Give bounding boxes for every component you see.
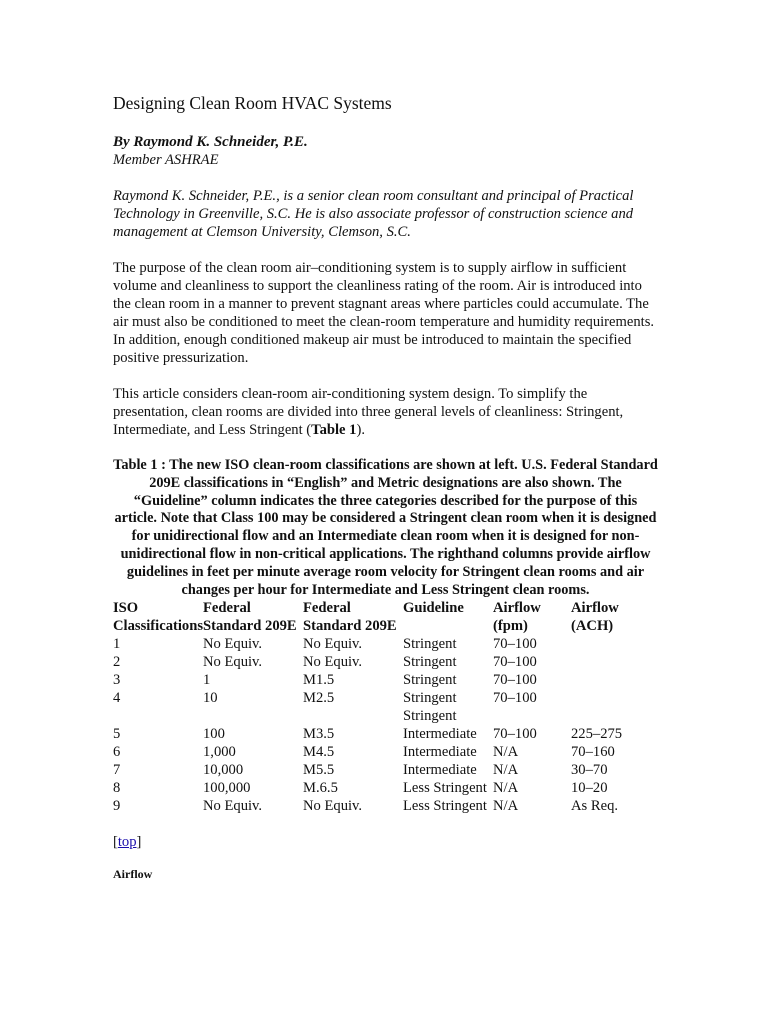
header-iso: ISO Classifications: [113, 600, 203, 635]
cell-guideline: Intermediate: [403, 744, 477, 761]
table-header-row: [113, 599, 658, 635]
cell-empty: [571, 707, 658, 725]
header-federal-metric: Federal Standard 209E: [303, 600, 397, 635]
cell-airflow-fpm: 70–100: [493, 636, 537, 653]
cell-federal-english: 10: [203, 690, 218, 707]
cell-guideline: Intermediate: [403, 726, 477, 743]
cell-empty: [303, 707, 403, 725]
top-nav: [113, 833, 658, 851]
cell-federal-english: No Equiv.: [203, 636, 263, 653]
table-row: [113, 797, 658, 815]
cell-iso: 4: [113, 690, 121, 707]
header-airflow-fpm: Airflow (fpm): [493, 600, 541, 635]
author-affiliation: Member ASHRAE: [113, 152, 219, 168]
cell-federal-english: 1: [203, 672, 211, 689]
cell-federal-metric: M3.5: [303, 726, 335, 743]
cell-federal-metric: M4.5: [303, 744, 335, 761]
cell-guideline: Stringent: [403, 636, 457, 653]
cell-airflow-fpm: 70–100: [493, 726, 537, 743]
close-bracket: ]: [136, 834, 142, 851]
cell-airflow-fpm: 70–100: [493, 654, 537, 671]
table-row: [113, 743, 658, 761]
cell-federal-metric: M1.5: [303, 672, 335, 689]
table-row: [113, 761, 658, 779]
cell-iso: 6: [113, 744, 121, 761]
cell-iso: 8: [113, 780, 121, 797]
cell-guideline: Intermediate: [403, 762, 477, 779]
table-row: [113, 635, 658, 653]
cell-guideline: Stringent: [403, 654, 457, 671]
cell-iso: 5: [113, 726, 121, 743]
table-row: [113, 671, 658, 689]
open-bracket: [: [113, 834, 118, 851]
cell-airflow-ach: 70–160: [571, 744, 615, 761]
cell-airflow-ach: 10–20: [571, 780, 608, 797]
cell-airflow-ach: 225–275: [571, 726, 623, 743]
table-reference: Table 1: [311, 422, 357, 438]
cell-guideline: Less Stringent: [403, 780, 487, 797]
cell-empty: [203, 707, 303, 725]
cell-iso: 9: [113, 798, 121, 815]
cell-guideline: Stringent: [403, 672, 457, 689]
cell-guideline-extra: Stringent: [403, 708, 457, 725]
iso-classification-table: [113, 599, 658, 815]
cell-guideline: Stringent: [403, 690, 457, 707]
table-row: [113, 653, 658, 671]
cell-airflow-ach: [571, 653, 658, 671]
scope-text-end: ).: [356, 422, 365, 438]
cell-federal-metric: M5.5: [303, 762, 335, 779]
header-airflow-ach: Airflow (ACH): [571, 600, 619, 635]
table-caption: Table 1 : The new ISO clean-room classifications are shown at left. U.S. Federal Standard 209E classifications in “English” and Metric designations are also shown. The “Guideline” column indicates the three categories described for the purpose of this article. Note that Class 100 may be considered a Stringent clean room when it is designed for unidirectional flow and an Intermediate clean room when it is designed for non-unidirectional flow in non-critical applications. The righthand columns provide airflow guidelines in feet per minute average room velocity for Stringent clean rooms and air changes per hour for Intermediate and Less Stringent clean rooms.: [113, 457, 658, 598]
cell-federal-english: 100,000: [203, 780, 251, 797]
cell-iso: 1: [113, 636, 121, 653]
cell-federal-metric: M2.5: [303, 690, 335, 707]
cell-airflow-fpm: N/A: [493, 762, 519, 779]
cell-airflow-fpm: N/A: [493, 744, 519, 761]
cell-iso: 3: [113, 672, 121, 689]
cell-federal-metric: No Equiv.: [303, 654, 363, 671]
cell-airflow-fpm: N/A: [493, 780, 519, 797]
article: [113, 92, 658, 883]
cell-iso: 2: [113, 654, 121, 671]
cell-airflow-ach: [571, 635, 658, 653]
cell-federal-english: 100: [203, 726, 225, 743]
cell-federal-metric: M.6.5: [303, 780, 338, 797]
cell-federal-english: 10,000: [203, 762, 244, 779]
cell-airflow-ach: 30–70: [571, 762, 608, 779]
cell-airflow-ach: As Req.: [571, 798, 619, 815]
cell-guideline: Less Stringent: [403, 798, 487, 815]
article-title: Designing Clean Room HVAC Systems: [113, 93, 392, 113]
author-byline: By Raymond K. Schneider, P.E.: [113, 134, 308, 150]
header-guideline: Guideline: [403, 600, 464, 617]
table-row: [113, 725, 658, 743]
table-body: [113, 635, 658, 815]
scope-paragraph: [113, 385, 658, 439]
cell-airflow-ach: [571, 671, 658, 689]
cell-federal-metric: No Equiv.: [303, 798, 363, 815]
scope-text: This article considers clean-room air-conditioning system design. To simplify the presentation, clean rooms are divided into three general levels of cleanliness: Stringent, Intermediate, and Less Stringent (: [113, 386, 624, 438]
cell-empty: [493, 707, 571, 725]
table-row: [113, 689, 658, 707]
section-heading-airflow: Airflow: [113, 867, 153, 882]
cell-empty: [113, 707, 203, 725]
table-row: [113, 779, 658, 797]
cell-airflow-fpm: N/A: [493, 798, 519, 815]
cell-airflow-ach: [571, 689, 658, 707]
author-bio: Raymond K. Schneider, P.E., is a senior clean room consultant and principal of Practical Technology in Greenville, S.C. He is also associate professor of construction science and management at Clemson University, Clemson, S.C.: [113, 188, 634, 240]
header-federal-english: Federal Standard 209E: [203, 600, 297, 635]
cell-federal-english: No Equiv.: [203, 654, 263, 671]
cell-federal-metric: No Equiv.: [303, 636, 363, 653]
cell-airflow-fpm: 70–100: [493, 690, 537, 707]
intro-paragraph: The purpose of the clean room air–conditioning system is to supply airflow in sufficient volume and cleanliness to support the cleanliness rating of the room. Air is introduced into the clean room in a manner to prevent stagnant areas where particles could accumulate. The air must also be conditioned to meet the clean-room temperature and humidity requirements. In addition, enough conditioned makeup air must be introduced to maintain the specified positive pressurization.: [113, 260, 655, 366]
top-link[interactable]: top: [117, 834, 137, 851]
cell-iso: 7: [113, 762, 121, 779]
cell-airflow-fpm: 70–100: [493, 672, 537, 689]
cell-federal-english: No Equiv.: [203, 798, 263, 815]
table-row-continuation: [113, 707, 658, 725]
cell-federal-english: 1,000: [203, 744, 236, 761]
